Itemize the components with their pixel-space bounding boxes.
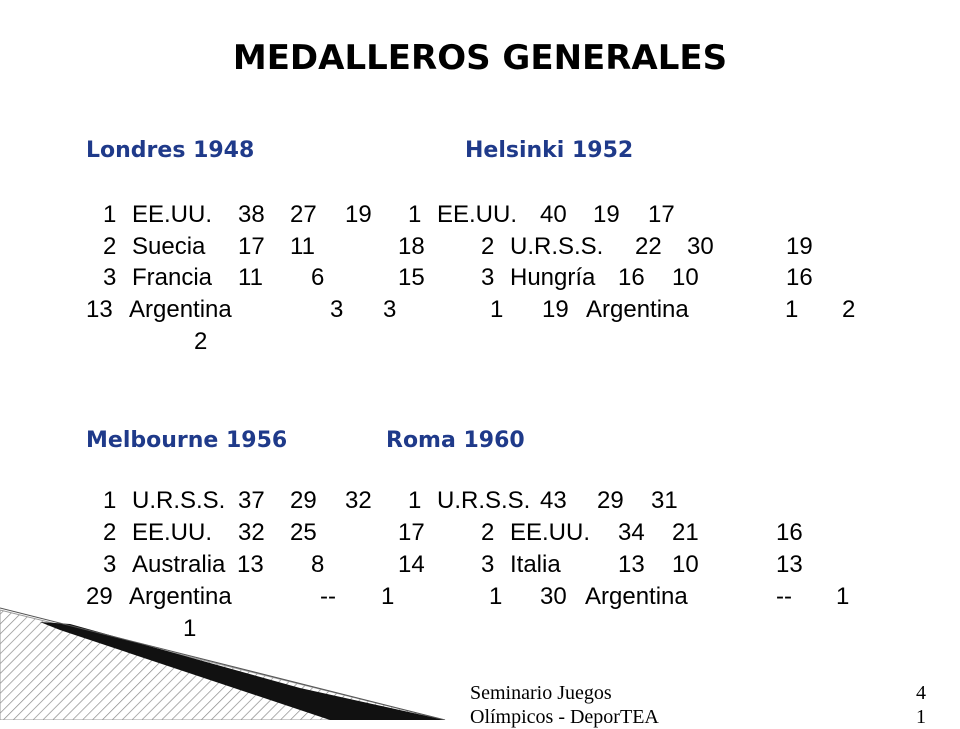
country: Argentina	[129, 296, 232, 323]
gold-count: 37	[238, 487, 265, 514]
gold-count: 17	[238, 233, 265, 260]
page-number-line1: 4	[916, 682, 926, 704]
rank: 13	[86, 296, 113, 323]
gold-count: 38	[238, 201, 265, 228]
bronze-count: 2	[194, 328, 208, 355]
bronze-count: 16	[776, 519, 803, 546]
rank: 1	[408, 487, 422, 514]
silver-count: 3	[383, 296, 397, 323]
silver-count: 11	[290, 233, 315, 260]
bronze-count: 31	[651, 487, 678, 514]
rank: 2	[103, 233, 117, 260]
gold-count: 3	[330, 296, 344, 323]
rank: 2	[103, 519, 117, 546]
bronze-count: 19	[345, 201, 372, 228]
gold-count: 43	[540, 487, 567, 514]
country: U.R.S.S.	[437, 487, 531, 514]
bronze-count: 15	[398, 264, 425, 291]
gold-count: 13	[618, 551, 645, 578]
country: U.R.S.S.	[132, 487, 226, 514]
silver-count: 19	[593, 201, 620, 228]
heading-londres: Londres 1948	[86, 138, 255, 163]
country: Argentina	[129, 583, 232, 610]
silver-count: 30	[687, 233, 714, 260]
bronze-count: 14	[398, 551, 425, 578]
country: Argentina	[585, 583, 688, 610]
gold-count: 34	[618, 519, 645, 546]
bronze-count: 17	[648, 201, 675, 228]
country: Francia	[132, 264, 213, 291]
gold-count: --	[320, 583, 336, 610]
country: EE.UU.	[132, 201, 213, 228]
silver-count: 29	[290, 487, 317, 514]
heading-roma: Roma 1960	[386, 428, 525, 453]
rank: 1	[103, 201, 117, 228]
silver-count: 1	[381, 583, 395, 610]
silver-count: 21	[672, 519, 699, 546]
country: Australia	[132, 551, 226, 578]
country: U.R.S.S.	[510, 233, 604, 260]
bronze-count: 32	[345, 487, 372, 514]
rank: 2	[481, 233, 495, 260]
silver-count: 29	[597, 487, 624, 514]
country: EE.UU.	[132, 519, 213, 546]
rank: 2	[481, 519, 495, 546]
rank: 3	[103, 551, 117, 578]
silver-count: 10	[672, 264, 699, 291]
silver-count: 1	[836, 583, 850, 610]
rank: 3	[103, 264, 117, 291]
country: Hungría	[510, 264, 596, 291]
rank: 1	[103, 487, 117, 514]
page-number-line2: 1	[916, 706, 926, 728]
country: Argentina	[586, 296, 689, 323]
bronze-count: 19	[786, 233, 813, 260]
bronze-count: 13	[776, 551, 803, 578]
heading-melbourne: Melbourne 1956	[86, 428, 288, 453]
page-title: MEDALLEROS GENERALES	[232, 38, 728, 78]
bronze-count: 16	[786, 264, 813, 291]
rank: 3	[481, 264, 495, 291]
gold-count: 11	[238, 264, 263, 291]
bronze-count: 1	[489, 583, 503, 610]
silver-count: 8	[311, 551, 325, 578]
silver-count: 2	[842, 296, 856, 323]
footer-text-line1: Seminario Juegos	[470, 682, 612, 704]
rank: 3	[481, 551, 495, 578]
silver-count: 27	[290, 201, 317, 228]
silver-count: 10	[672, 551, 699, 578]
bronze-count: 1	[183, 615, 197, 642]
gold-count: 22	[635, 233, 662, 260]
silver-count: 25	[290, 519, 317, 546]
country: EE.UU.	[437, 201, 518, 228]
rank: 19	[542, 296, 569, 323]
bronze-count: 18	[398, 233, 425, 260]
country: EE.UU.	[510, 519, 591, 546]
heading-helsinki: Helsinki 1952	[465, 138, 634, 163]
country: Italia	[510, 551, 561, 578]
gold-count: --	[776, 583, 792, 610]
gold-count: 16	[618, 264, 645, 291]
silver-count: 6	[311, 264, 325, 291]
footer-text-line2: Olímpicos - DeporTEA	[470, 706, 659, 728]
bronze-count: 1	[490, 296, 504, 323]
gold-count: 13	[237, 551, 264, 578]
rank: 1	[408, 201, 422, 228]
gold-count: 32	[238, 519, 265, 546]
gold-count: 40	[540, 201, 567, 228]
country: Suecia	[132, 233, 206, 260]
gold-count: 1	[785, 296, 799, 323]
rank: 30	[540, 583, 567, 610]
rank: 29	[86, 583, 113, 610]
bronze-count: 17	[398, 519, 425, 546]
